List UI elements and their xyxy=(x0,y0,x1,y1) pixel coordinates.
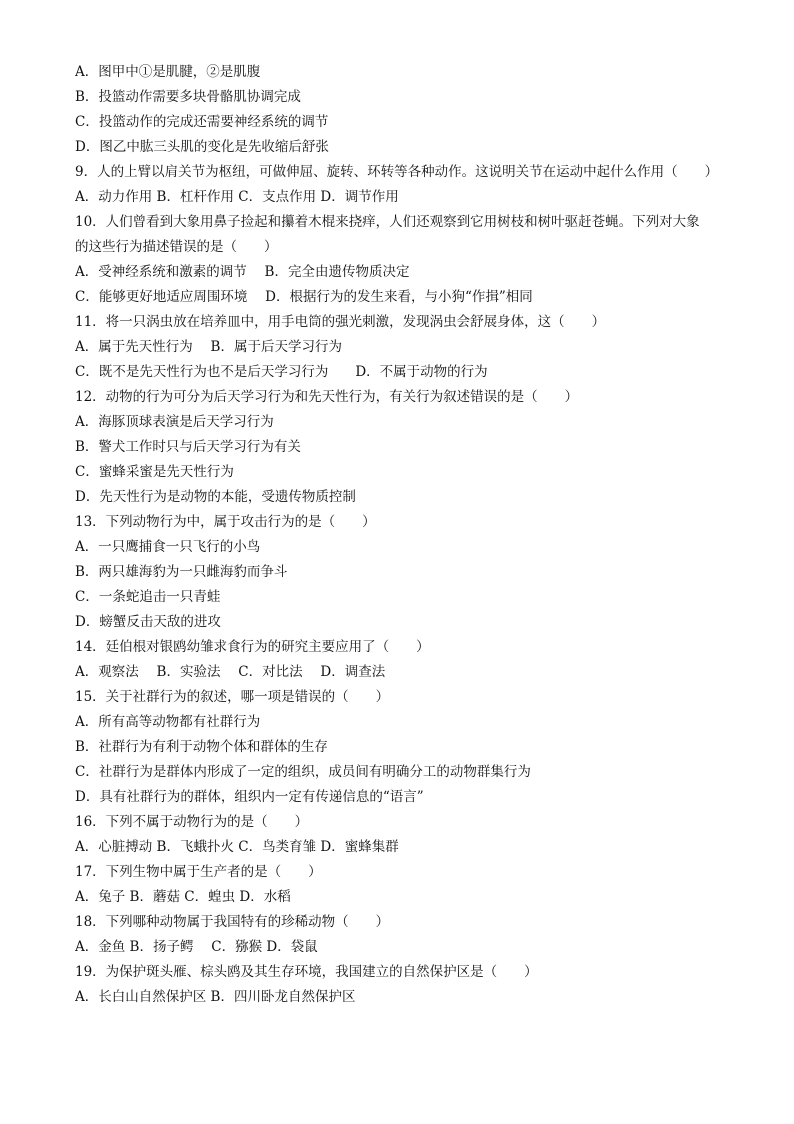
text-line: A．心脏搏动 B．飞蛾扑火 C．鸟类育雏 D．蜜蜂集群 xyxy=(75,839,399,855)
text-line: A．海豚顶球表演是后天学习行为 xyxy=(75,414,274,430)
text-line: D．螃蟹反击天敌的进攻 xyxy=(75,614,221,630)
text-line: C．一条蛇追击一只青蛙 xyxy=(75,589,221,605)
text-line: C．能够更好地适应周围环境 D．根据行为的发生来看，与小狗“作揖”相同 xyxy=(75,289,533,305)
text-line: C．投篮动作的完成还需要神经系统的调节 xyxy=(75,114,329,130)
text-line: A．受神经系统和激素的调节 B．完全由遗传物质决定 xyxy=(75,264,410,280)
question-text xyxy=(75,60,765,1010)
text-line: 的这些行为描述错误的是（ ） xyxy=(75,239,278,255)
text-line: A．观察法 B．实验法 C．对比法 D．调查法 xyxy=(75,664,386,680)
text-line: 9．人的上臂以肩关节为枢纽，可做伸屈、旋转、环转等各种动作。这说明关节在运动中起什么作用（ ） xyxy=(75,164,719,180)
text-line: A．属于先天性行为 B．属于后天学习行为 xyxy=(75,339,342,355)
text-line: A．图甲中①是肌腱，②是肌腹 xyxy=(75,64,261,80)
text-line: 13．下列动物行为中，属于攻击行为的是（ ） xyxy=(75,514,376,530)
text-line: A．一只鹰捕食一只飞行的小鸟 xyxy=(75,539,261,555)
text-line: 14．廷伯根对银鸥幼雏求食行为的研究主要应用了（ ） xyxy=(75,639,430,655)
text-line: A．长白山自然保护区 B．四川卧龙自然保护区 xyxy=(75,989,356,1005)
text-line: B．警犬工作时只与后天学习行为有关 xyxy=(75,439,301,455)
text-line: 15．关于社群行为的叙述，哪一项是错误的（ ） xyxy=(75,689,390,705)
text-line: D．图乙中肱三头肌的变化是先收缩后舒张 xyxy=(75,139,329,155)
text-line: 18．下列哪种动物属于我国特有的珍稀动物（ ） xyxy=(75,914,390,930)
text-line: B．投篮动作需要多块骨骼肌协调完成 xyxy=(75,89,301,105)
text-line: A．所有高等动物都有社群行为 xyxy=(75,714,261,730)
text-line: 17．下列生物中属于生产者的是（ ） xyxy=(75,864,322,880)
text-line: C．社群行为是群体内形成了一定的组织，成员间有明确分工的动物群集行为 xyxy=(75,764,531,780)
text-line: C．蜜蜂采蜜是先天性行为 xyxy=(75,464,234,480)
text-line: 11．将一只涡虫放在培养皿中，用手电筒的强光刺激，发现涡虫会舒展身体，这（ ） xyxy=(75,314,606,330)
text-line: B．两只雄海豹为一只雌海豹而争斗 xyxy=(75,564,288,580)
text-line: A．兔子 B．蘑菇 C．蝗虫 D．水稻 xyxy=(75,889,291,905)
text-line: C．既不是先天性行为也不是后天学习行为 D．不属于动物的行为 xyxy=(75,364,488,380)
text-line: D．具有社群行为的群体，组织内一定有传递信息的“语言” xyxy=(75,789,424,805)
text-line: B．社群行为有利于动物个体和群体的生存 xyxy=(75,739,328,755)
text-line: 10．人们曾看到大象用鼻子捡起和攥着木棍来挠痒，人们还观察到它用树枝和树叶驱赶苍蝇。下列对大象 xyxy=(75,214,700,230)
text-line: 12．动物的行为可分为后天学习行为和先天性行为，有关行为叙述错误的是（ ） xyxy=(75,389,579,405)
text-line: 19．为保护斑头雁、棕头鸥及其生存环境，我国建立的自然保护区是（ ） xyxy=(75,964,538,980)
text-line: 16．下列不属于动物行为的是（ ） xyxy=(75,814,309,830)
text-line: D．先天性行为是动物的本能，受遗传物质控制 xyxy=(75,489,356,505)
text-line: A．金鱼 B．扬子鳄 C．猕猴 D．袋鼠 xyxy=(75,939,318,955)
text-line: A．动力作用 B．杠杆作用 C．支点作用 D．调节作用 xyxy=(75,189,399,205)
